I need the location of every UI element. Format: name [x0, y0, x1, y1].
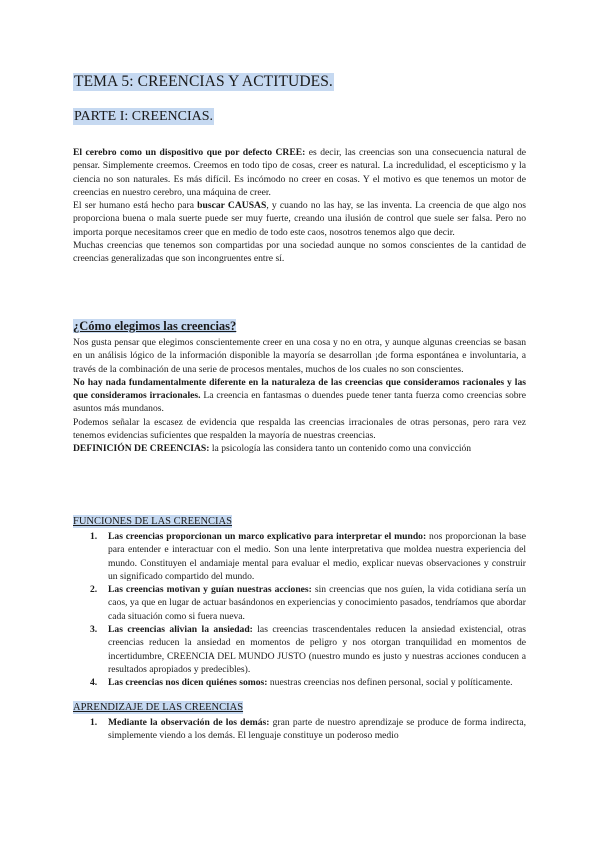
- functions-item-3: [73, 623, 526, 676]
- item-text: gran parte de nuestro aprendizaje se produce de forma indirecta, simplemente viendo a los demás. El lenguaje constituye un poderoso medio: [108, 717, 526, 742]
- item-number: 4.: [90, 677, 98, 689]
- item-text: las creencias trascendentales reducen la ansiedad existencial, otras creencias reducen la ansiedad en momentos de peligro y nos otorgan tranquilidad en momentos de incertidumbre, CREENCIA DEL MUNDO JUSTO (nuestro mundo es justo y nuestras acciones conducen a resultados apropiados y predecibles).: [108, 624, 526, 675]
- intro-p1-text: es decir, las creencias son una consecuencia natural de pensar. Simplemente creemos. Creemos en todo tipo de cosas, creer es natural. La incredulidad, el escepticismo y la ciencia no son naturales. Es más difícil. Es incómodo no creer en cosas. Y el motivo es que tenemos un motor de creencias en nuestro cerebro, una máquina de creer.: [73, 147, 526, 198]
- definition-label: DEFINICIÓN DE CREENCIAS:: [73, 443, 210, 455]
- item-number: 1.: [90, 717, 98, 728]
- item-bold: Las creencias nos dicen quiénes somos:: [108, 677, 268, 689]
- part-title: PARTE I: CREENCIAS.: [74, 109, 214, 124]
- item-number: 2.: [90, 584, 98, 596]
- intro-p1-bold: El cerebro como un dispositivo que por defecto CREE:: [73, 147, 306, 158]
- learning-heading: APRENDIZAJE DE LAS CREENCIAS: [73, 702, 244, 713]
- item-bold: Las creencias proporcionan un marco explicativo para interpretar el mundo:: [108, 531, 427, 542]
- definition-text: la psicología las considera tanto un contenido como una convicción: [209, 443, 472, 455]
- item-text: sin creencias que nos guíen, la vida cotidiana sería un caos, ya que en lugar de actuar basándonos en experiencias y conocimiento pasados, tendríamos que abordar cada situación como si fuera nueva.: [108, 584, 527, 622]
- functions-list: [73, 530, 526, 690]
- how-heading-text: ¿Cómo elegimos las creencias?: [73, 319, 237, 333]
- item-text: nos proporcionan la base para entender e interactuar con el medio. Son una lente interpretativa que moldea nuestra experiencia del mundo. Constituyen el andamiaje mental para evaluar el medio, explicar nuevas observaciones y construir un significado compartido del mundo.: [108, 531, 527, 582]
- item-text: nuestras creencias nos definen personal, social y políticamente.: [267, 677, 513, 689]
- how-section: [73, 336, 526, 456]
- how-paragraph-1: Nos gusta pensar que elegimos conscientemente creer en una cosa y no en otra, y aunque algunas creencias se basan en un análisis lógico de la información disponible la mayoría se desarrollan ¡de forma espontánea e involuntaria, a través de la combinación de una serie de procesos mentales, muchos de los cuales no son conscientes.: [73, 337, 526, 375]
- how-paragraph-4: [73, 442, 526, 455]
- intro-p2-bold: buscar CAUSAS: [197, 200, 267, 212]
- intro-paragraph-3: Muchas creencias que tenemos son compartidas por una sociedad aunque no somos conscientes de la cantidad de creencias generalizadas que son incongruentes entre sí.: [73, 240, 526, 265]
- how-paragraph-3: Podemos señalar la escasez de evidencia que respalda las creencias irracionales de otras personas, pero rara vez tenemos evidencias suficientes que respalden la mayoría de nuestras creencias.: [73, 416, 526, 442]
- intro-p2-text-b: , y cuando no las hay, se las inventa. La creencia de que algo nos proporciona buena o mala suerte puede ser muy fuerte, creando una ilusión de control que suele ser falsa. Pero no importa porque necesitamos creer que en medio de todo este caos, nosotros tenemos algo que decir.: [73, 200, 527, 238]
- intro-paragraph-2: [73, 199, 526, 239]
- item-number: 3.: [90, 624, 98, 636]
- page-title: TEMA 5: CREENCIAS Y ACTITUDES.: [74, 73, 333, 90]
- how-p2-text: La creencia en fantasmas o duendes puede tener tanta fuerza como creencias sobre asuntos más mundanos.: [73, 390, 526, 415]
- intro-p2-text-a: El ser humano está hecho para: [73, 200, 198, 212]
- item-number: 1.: [90, 531, 98, 542]
- learning-item-1: [73, 716, 526, 743]
- functions-heading: FUNCIONES DE LAS CREENCIAS: [73, 516, 232, 527]
- intro-section: [73, 146, 526, 266]
- functions-item-1: [73, 530, 526, 583]
- item-bold: Mediante la observación de los demás:: [108, 717, 270, 728]
- learning-list: [73, 716, 526, 743]
- item-bold: Las creencias alivian la ansiedad:: [108, 624, 253, 636]
- how-p2-bold: No hay nada fundamentalmente diferente en la naturaleza de las creencias que consideramos racionales y las que consideramos irracionales.: [73, 376, 526, 402]
- functions-item-4: [73, 676, 526, 689]
- how-heading: [73, 319, 236, 334]
- functions-item-2: [73, 583, 526, 623]
- intro-paragraph-1: [73, 146, 526, 199]
- how-paragraph-2: [73, 376, 526, 416]
- item-bold: Las creencias motivan y guían nuestras acciones:: [108, 584, 312, 596]
